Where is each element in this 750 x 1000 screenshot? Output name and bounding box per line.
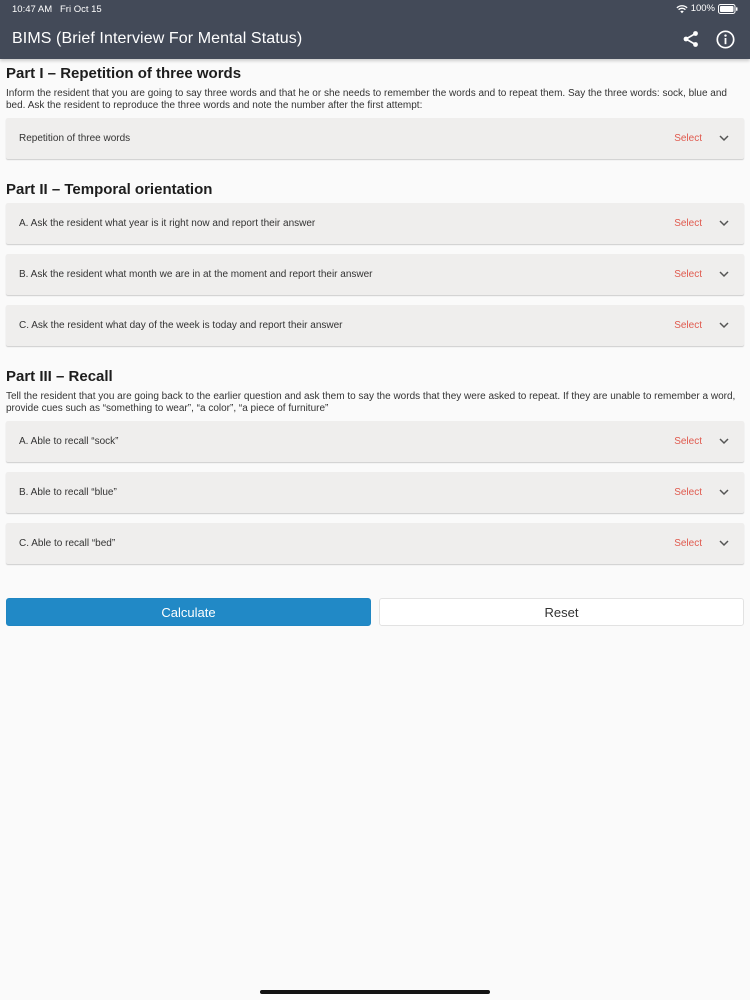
app-bar	[0, 18, 750, 59]
select-recall-sock[interactable]	[6, 421, 744, 462]
chevron-down-icon	[718, 486, 730, 498]
status-date: Fri Oct 15	[60, 4, 102, 15]
row-select-value: Select	[674, 320, 702, 331]
status-right	[676, 3, 738, 14]
row-select-value: Select	[674, 538, 702, 549]
info-icon[interactable]	[714, 28, 736, 50]
row-select-value: Select	[674, 133, 702, 144]
row-label: Repetition of three words	[19, 133, 131, 144]
part3-title: Part III – Recall	[6, 368, 113, 385]
part2-title: Part II – Temporal orientation	[6, 181, 213, 198]
row-select-value: Select	[674, 436, 702, 447]
part3-description: Tell the resident that you are going back to the earlier question and ask them to say the words that they were asked to repeat. If they are unable to remember a word, provide cues such as “something to wear”, “a color”, “a piece of furniture”	[6, 391, 736, 414]
row-select-value: Select	[674, 487, 702, 498]
part1-description: Inform the resident that you are going to say three words and that he or she needs to remember the words and to repeat them. Say the three words: sock, blue and bed. Ask the resident to reproduce the three words and note the number after the first attempt:	[6, 88, 727, 111]
app-actions	[680, 28, 736, 50]
row-select-value: Select	[674, 269, 702, 280]
battery-percent: 100%	[690, 3, 715, 14]
wifi-icon	[676, 4, 688, 14]
chevron-down-icon	[718, 319, 730, 331]
part1-title: Part I – Repetition of three words	[6, 65, 242, 82]
page-title: BIMS (Brief Interview For Mental Status)	[12, 30, 303, 47]
chevron-down-icon	[718, 217, 730, 229]
status-time: 10:47 AM	[12, 4, 53, 15]
chevron-down-icon	[718, 537, 730, 549]
row-label: C. Ask the resident what day of the week is today and report their answer	[19, 320, 343, 331]
status-bar	[0, 0, 750, 18]
form-content	[0, 65, 750, 564]
row-label: C. Able to recall “bed”	[19, 538, 116, 549]
row-select-value: Select	[674, 218, 702, 229]
select-month[interactable]	[6, 254, 744, 295]
row-label: A. Ask the resident what year is it right now and report their answer	[19, 218, 316, 229]
select-recall-bed[interactable]	[6, 523, 744, 564]
row-label: A. Able to recall “sock”	[19, 436, 119, 447]
share-icon[interactable]	[680, 28, 702, 50]
action-buttons	[6, 598, 744, 626]
chevron-down-icon	[718, 132, 730, 144]
row-label: B. Ask the resident what month we are in at the moment and report their answer	[19, 269, 373, 280]
battery-icon	[718, 4, 738, 14]
calculate-button[interactable]: Calculate	[6, 598, 371, 626]
reset-button[interactable]: Reset	[379, 598, 744, 626]
row-label: B. Able to recall “blue”	[19, 487, 117, 498]
top-chrome	[0, 0, 750, 59]
select-year[interactable]	[6, 203, 744, 244]
select-recall-blue[interactable]	[6, 472, 744, 513]
select-repetition-three-words[interactable]	[6, 118, 744, 159]
chevron-down-icon	[718, 268, 730, 280]
select-day-of-week[interactable]	[6, 305, 744, 346]
home-indicator[interactable]	[260, 990, 490, 994]
chevron-down-icon	[718, 435, 730, 447]
